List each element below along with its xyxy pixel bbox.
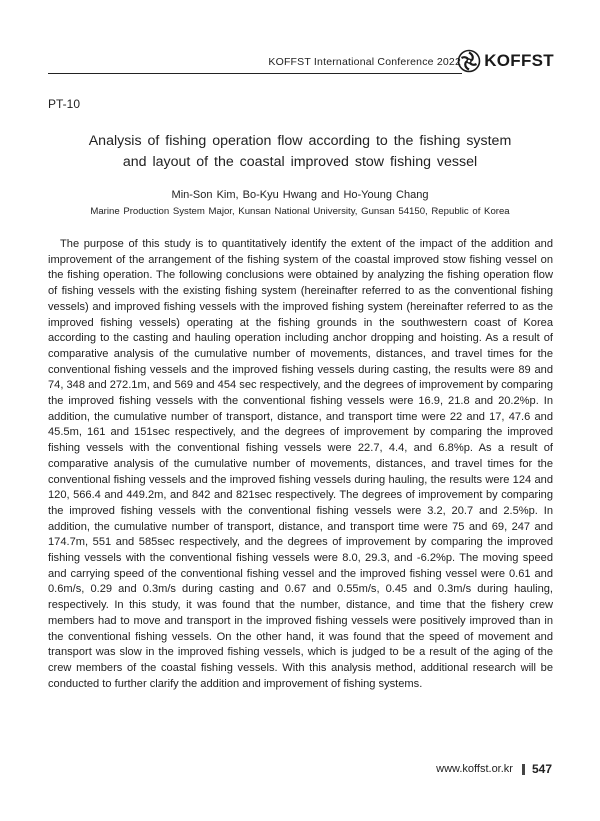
page-footer [436,762,552,776]
title-line-1: Analysis of fishing operation flow according to the fishing system [88,133,512,149]
logo-wordmark: KOFFST [484,51,554,70]
koffst-swirl-icon [457,49,481,73]
footer-url: www.koffst.or.kr [436,763,513,775]
page-number: 547 [531,762,552,776]
conference-title: KOFFST International Conference 2022 [268,56,461,68]
paper-title [60,131,540,173]
page-header [48,46,554,76]
title-line-2: and layout of the coastal improved stow fishing vessel [122,154,478,170]
footer-divider [522,764,525,775]
paper-code: PT-10 [48,97,81,111]
affiliation: Marine Production System Major, Kunsan National University, Gunsan 54150, Republic of Korea [90,206,510,217]
header-rule [48,73,462,74]
koffst-logo [457,48,554,74]
abstract-body: The purpose of this study is to quantitatively identify the extent of the impact of the addition and improvement of the arrangement of the fishing system of the coastal improved stow fishing vessel on the fishing operation. The following conclusions were obtained by analyzing the fishing operation flow of fishing vessels with the existing fishing system (hereinafter referred to as the conventional fishing vessels) and improved fishing vessels with the improved fishing system (hereinafter referred to as the improved fishing vessels) operating at the fishing grounds in the southwestern coast of Korea according to the casting and hauling operation including anchor dropping and hoisting. As a result of comparative analysis of the cumulative number of movements, distances, and travel times for the conventional fishing vessels and the improved fishing vessels during casting, the results were 89 and 74, 348 and 272.1m, and 569 and 454 sec respectively, and the degrees of improvement by comparing the improved fishing vessels with the conventional fishing vessels were 16.9, 21.8 and 20.2%p. In addition, the cumulative number of transport, distance, and transport time were 22 and 17, 47.6 and 45.5m, 161 and 151sec respectively, and the degrees of improvement by comparing the improved fishing vessels with the conventional fishing vessels were 22.7, 4.4, and 6.8%p. As a result of comparative analysis of the cumulative number of movements, distances, and travel times for the conventional fishing vessels and the improved fishing vessels during hauling, the results were 124 and 120, 566.4 and 449.2m, and 842 and 821sec respectively. The degrees of improvement by comparing the improved fishing vessels with the conventional fishing vessels were 3.2, 20.7 and 2.5%p. In addition, the cumulative number of transport, distance, and transport time were 75 and 69, 247 and 174.7m, 551 and 585sec respectively, and the degrees of improvement by comparing the improved fishing vessels with the conventional fishing vessels were 8.0, 29.3, and -6.2%p. The moving speed and carrying speed of the conventional fishing vessel and the improved fishing vessel were 0.61 and 0.6m/s, 0.29 and 0.3m/s during casting and 0.67 and 0.55m/s, 0.45 and 0.3m/s during hauling, respectively. In this study, it was found that the number, distance, and time that the fishery crew members had to move and transport in the improved fishing vessels were positively improved than in the conventional fishing vessels. On the other hand, it was found that the speed of movement and transport was slow in the improved fishing vessels, which is judged to be a result of the aging of the crew members of the coastal fishing vessels. With this analysis method, additional research will be conducted to further clarify the addition and improvement of fishing systems. [48,238,553,690]
authors: Min-Son Kim, Bo-Kyu Hwang and Ho-Young Chang [171,189,429,201]
